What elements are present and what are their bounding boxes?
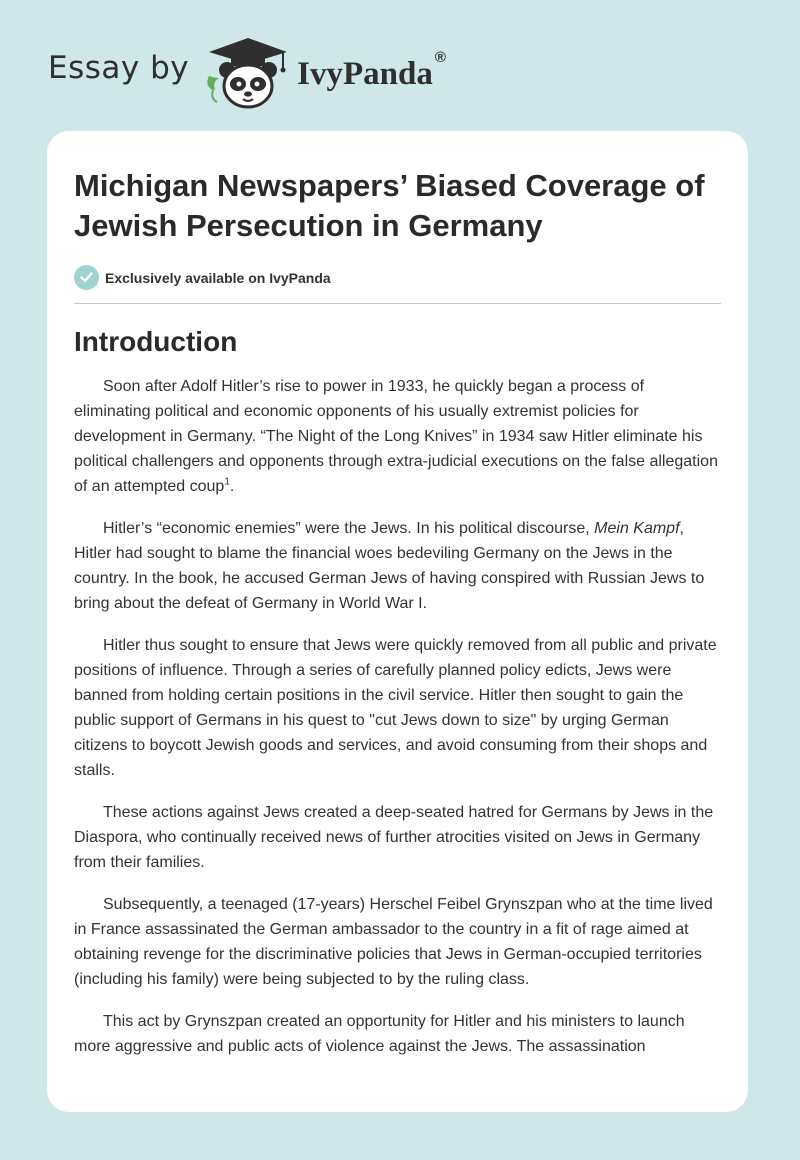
paragraph: Subsequently, a teenaged (17-years) Herschel Feibel Grynszpan who at the time lived in France assassinated the German ambassador to the country in a fit of rage aimed at obtaining revenge for the discriminative policies that Jews in German-occupied territories (including his family) were being subjected to by the ruling class. [74, 896, 713, 988]
paragraph-text: Soon after Adolf Hitler’s rise to power in 1933, he quickly began a process of eliminating political and economic opponents of his usually extremist policies for development in Germany. “The Night of the Long Knives” in 1934 saw Hitler eliminate his political challengers and opponents through extra-judicial executions on the false allegation of an attempted coup [74, 378, 718, 495]
paragraph-text: , Hitler had sought to blame the financial woes bedeviling Germany on the Jews in the country. In the book, he accused German Jews of having conspired with Russian Jews to bring about the defeat of Germany in World War I. [74, 520, 705, 612]
check-circle-icon [74, 265, 99, 290]
exclusive-badge [74, 265, 721, 304]
paragraph: These actions against Jews created a deep-seated hatred for Germans by Jews in the Diaspora, who continually received news of further atrocities visited on Jews in Germany from their families. [74, 804, 714, 871]
paragraph: Hitler thus sought to ensure that Jews were quickly removed from all public and private positions of influence. Through a series of carefully planned policy edicts, Jews were banned from holding certain positions in the civil service. Hitler then sought to gain the public support of Germans in his quest to "cut Jews down to size" by urging German citizens to boycott Jewish goods and services, and avoid consuming from their shops and stalls. [74, 637, 717, 779]
brand-name: IvyPanda [297, 55, 433, 92]
badge-label: Exclusively available on IvyPanda [105, 269, 331, 286]
essay-content [47, 131, 748, 1059]
footnote-marker[interactable]: 1 [224, 476, 230, 488]
registered-mark: ® [434, 48, 446, 66]
brand-prefix: Essay by [48, 50, 190, 86]
site-brand[interactable] [48, 34, 446, 110]
essay-card [47, 131, 748, 1112]
paragraph-text: Hitler’s “economic enemies” were the Jews. In his political discourse, [103, 520, 595, 537]
essay-title: Michigan Newspapers’ Biased Coverage of Jewish Persecution in Germany [74, 168, 705, 243]
book-title: Mein Kampf [594, 520, 680, 537]
paragraph: This act by Grynszpan created an opportunity for Hitler and his ministers to launch more aggressive and public acts of violence against the Jews. The assassination [74, 1013, 685, 1055]
panda-graduation-cap-icon [203, 34, 293, 110]
section-heading: Introduction [74, 326, 238, 357]
paragraph-text: . [229, 478, 235, 495]
paragraph [74, 374, 721, 499]
paragraph [74, 516, 721, 616]
